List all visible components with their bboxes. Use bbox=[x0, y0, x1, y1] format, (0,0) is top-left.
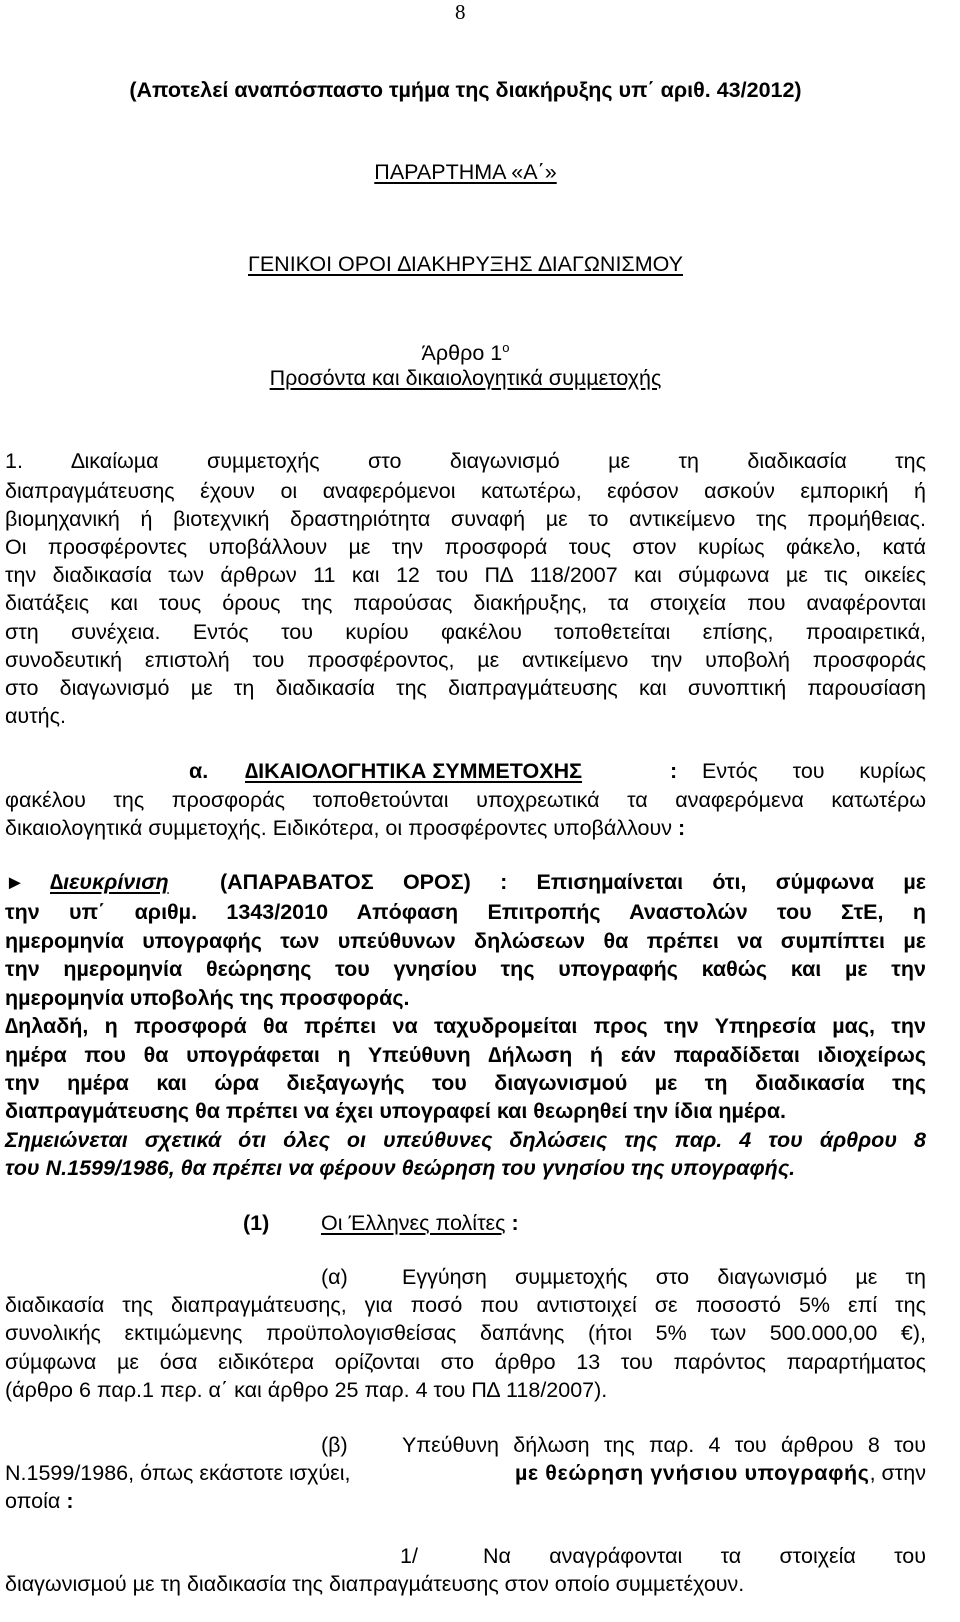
item-b1-label: 1/ bbox=[400, 1544, 418, 1568]
clarification-line: την ηµεροµηνία θεώρησης του γνησίου της υπογραφής καθώς και µε την bbox=[5, 957, 926, 981]
para1-line: βιοµηχανική ή βιοτεχνική δραστηριότητα συναφή µε το αντικείµενο της προµήθειας. bbox=[5, 507, 926, 531]
section-a-colon: : bbox=[670, 759, 678, 783]
article-label: Άρθρο 1 bbox=[421, 341, 503, 366]
clarification-line1 bbox=[5, 868, 926, 897]
item-b-line3-start: οποία bbox=[5, 1489, 61, 1513]
clarification-line: διαπραγµάτευσης θα πρέπει να έχει υπογραφεί και θεωρηθεί την ίδια ηµέρα. bbox=[5, 1099, 787, 1123]
article-sup: ο bbox=[502, 340, 510, 355]
para1-line: την διαδικασία των άρθρων 11 και 12 του Π∆ 118/2007 και σύµφωνα µε τις οικείες bbox=[5, 563, 926, 587]
section-a-label: α. bbox=[189, 759, 209, 783]
article-subtitle bbox=[5, 364, 926, 392]
item-b-line2-start: Ν.1599/1986, όπως εκάστοτε ισχύει, bbox=[5, 1461, 351, 1485]
clarification-line: ηµεροµηνία υποβολής της προσφοράς. bbox=[5, 986, 410, 1010]
main-title-text: ΓΕΝΙΚΟΙ ΟΡΟΙ ∆ΙΑΚΗΡΥΞΗΣ ∆ΙΑΓΩΝΙΣΜΟΥ bbox=[248, 252, 683, 276]
item-a-text: Εγγύηση συµµετοχής στο διαγωνισµό µε τη bbox=[402, 1265, 926, 1289]
para1-line: συνοδευτική επιστολή του προσφέροντος, µε αντικείµενο την υποβολή προσφοράς bbox=[5, 648, 926, 672]
main-title bbox=[5, 250, 926, 278]
clarification-line: την υπ΄ αριθµ. 1343/2010 Απόφαση Επιτροπής Αναστολών του ΣτΕ, η bbox=[5, 900, 926, 924]
section-a-rest: Εντός του κυρίως bbox=[702, 759, 926, 783]
item-a-line: (άρθρο 6 παρ.1 περ. α΄ και άρθρο 25 παρ. 4 του Π∆ 118/2007). bbox=[5, 1378, 608, 1402]
item-b-line2-end: , στην bbox=[869, 1461, 926, 1485]
clarification-italic-line: Σηµειώνεται σχετικά ότι όλες οι υπεύθυνες δηλώσεις της παρ. 4 του άρθρου 8 bbox=[5, 1128, 926, 1152]
para1-line: διαπραγµάτευσης έχουν οι αναφερόµενοι κατωτέρω, εφόσον ασκούν εµπορική ή bbox=[5, 479, 926, 503]
article-subtitle-text: Προσόντα και δικαιολογητικά συµµετοχής bbox=[269, 366, 662, 390]
item-b-label: (β) bbox=[321, 1433, 348, 1457]
item-b-line3 bbox=[5, 1487, 926, 1515]
item-b-line3-colon: : bbox=[66, 1489, 74, 1513]
section-a-line3-text: δικαιολογητικά συµµετοχής. Ειδικότερα, οι προσφέροντες υποβάλλουν bbox=[5, 816, 672, 840]
arrow-right-icon: ► bbox=[5, 872, 25, 894]
item-a-line: συνολικής εκτιµώµενης προϋπολογισθείσας δαπάνης (ήτοι 5% των 500.000,00 €), bbox=[5, 1321, 926, 1345]
page-number: 8 bbox=[455, 0, 466, 24]
clarification-line: ηµέρα που θα υπογράφεται η Υπεύθυνη ∆ήλωση ή εάν παραδίδεται ιδιοχείρως bbox=[5, 1043, 926, 1067]
subsection-1-colon: : bbox=[511, 1211, 519, 1235]
item-b-line2 bbox=[5, 1459, 926, 1487]
article-heading bbox=[5, 334, 926, 367]
item-b-text: Υπεύθυνη δήλωση της παρ. 4 του άρθρου 8 του bbox=[402, 1433, 926, 1457]
item-b1-text: Να αναγράφονται τα στοιχεία του bbox=[483, 1544, 926, 1568]
para1-line: στη συνέχεια. Εντός του κυρίου φακέλου τοποθετείται επίσης, προαιρετικά, bbox=[5, 620, 926, 644]
section-a-line2: φακέλου της προσφοράς τοποθετούνται υποχρεωτικά τα αναφερόµενα κατωτέρω bbox=[5, 788, 926, 812]
clarification-line: ηµεροµηνία υπογραφής των υπεύθυνων δηλώσεων θα πρέπει να συµπίπτει µε bbox=[5, 929, 926, 953]
clarification-label: ∆ιευκρίνιση bbox=[50, 870, 169, 894]
annex-title bbox=[5, 158, 926, 186]
clarification-line: ∆ηλαδή, η προσφορά θα πρέπει να ταχυδροµείται προς την Υπηρεσία µας, την bbox=[5, 1014, 926, 1038]
clarification-line: την ηµέρα και ώρα διεξαγωγής του διαγωνισµού µε τη διαδικασία της bbox=[5, 1071, 926, 1095]
item-b-line2-bold: µε θεώρηση γνήσιου υπογραφής bbox=[514, 1461, 870, 1485]
section-a-line3-colon: : bbox=[677, 816, 686, 840]
para1-line: στο διαγωνισµό µε τη διαδικασία της διαπραγµάτευσης και συνοπτική παρουσίαση bbox=[5, 676, 926, 700]
para1-line: 1. ∆ικαίωµα συµµετοχής στο διαγωνισµό µε τη διαδικασία της bbox=[5, 449, 926, 473]
annex-title-text: ΠΑΡΑΡΤΗΜΑ «Α΄» bbox=[374, 160, 557, 184]
item-a-line: διαδικασία της διαπραγµάτευσης, για ποσό που αντιστοιχεί σε ποσοστό 5% επί της bbox=[5, 1293, 926, 1317]
item-a-label: (α) bbox=[321, 1265, 348, 1289]
para1-line: αυτής. bbox=[5, 704, 66, 728]
subsection-1-label: (1) bbox=[243, 1211, 270, 1235]
announcement-note: (Αποτελεί αναπόσπαστο τµήµα της διακήρυξης υπ΄ αριθ. 43/2012) bbox=[129, 78, 802, 102]
section-a-heading: ∆ΙΚΑΙΟΛΟΓΗΤΙΚΑ ΣΥΜΜΕΤΟΧΗΣ bbox=[245, 759, 583, 783]
clarification-rest: (ΑΠΑΡΑΒΑΤΟΣ ΟΡΟΣ) : Επισηµαίνεται ότι, σύµφωνα µε bbox=[220, 870, 926, 894]
item-a-line: σύµφωνα µε όσα ειδικότερα ορίζονται στο άρθρο 13 του παρόντος παραρτήµατος bbox=[5, 1350, 926, 1374]
subsection-1-title: Οι Έλληνες πολίτες bbox=[321, 1211, 506, 1235]
para1-line: Οι προσφέροντες υποβάλλουν µε την προσφορά τους στον κυρίως φάκελο, κατά bbox=[5, 535, 926, 559]
item-b1-line2: διαγωνισµού µε τη διαδικασία της διαπραγµάτευσης στον οποίο συµµετέχουν. bbox=[5, 1572, 745, 1596]
section-a-line3 bbox=[5, 814, 926, 842]
para1-line: διατάξεις και τους όρους της παρούσας διακήρυξης, τα στοιχεία που αναφέρονται bbox=[5, 591, 926, 615]
clarification-italic-line: του Ν.1599/1986, θα πρέπει να φέρουν θεώρηση του γνησίου της υπογραφής. bbox=[5, 1156, 796, 1180]
